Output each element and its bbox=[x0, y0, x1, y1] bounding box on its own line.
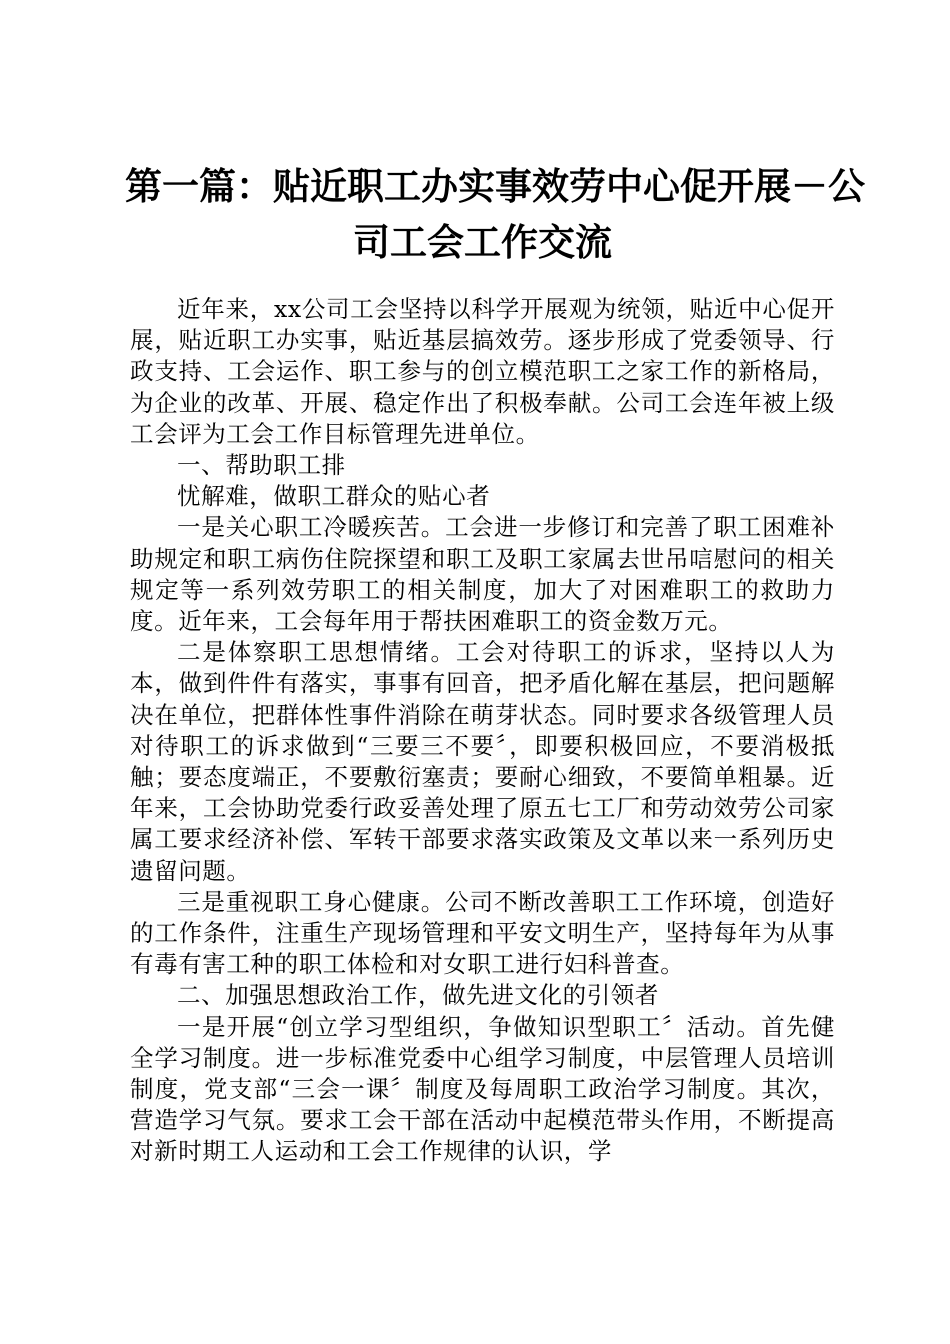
section-heading-1-part-1: 一、帮助职工排 bbox=[177, 451, 346, 480]
paragraph-worker-sentiment: 二是体察职工思想情绪。工会对待职工的诉求，坚持以人为本，做到件件有落实，事事有回音，把矛盾化解在基层，把问题解决在单位，把群体性事件消除在萌芽状态。同时要求各级管理人员对待职工的诉求做到“三要三不要〞，即要积极回应，不要消极抵触；要态度端正，不要敷衍塞责；要耐心细致，不要简单粗暴。近年来，工会协助党委行政妥善处理了原五七工厂和劳动效劳公司家属工要求经济补偿、军转干部要求落实政策及文革以来一系列历史遗留问题。 bbox=[130, 638, 835, 885]
intro-paragraph: 近年来，xx公司工会坚持以科学开展观为统领，贴近中心促开展，贴近职工办实事，贴近基层搞效劳。逐步形成了党委领导、行政支持、工会运作、职工参与的创立模范职工之家工作的新格局，为企业的改革、开展、稳定作出了积极奉献。公司工会连年被上级工会评为工会工作目标管理先进单位。 bbox=[130, 295, 835, 448]
section-heading-1-part-2: 忧解难，做职工群众的贴心者 bbox=[177, 482, 491, 511]
paragraph-care-for-workers: 一是关心职工冷暖疾苦。工会进一步修订和完善了职工困难补助规定和职工病伤住院探望和职工及职工家属去世吊唁慰问的相关规定等一系列效劳职工的相关制度，加大了对困难职工的救助力度。近年来，工会每年用于帮扶困难职工的资金数万元。 bbox=[130, 513, 835, 636]
paragraph-worker-health: 三是重视职工身心健康。公司不断改善职工工作环境，创造好的工作条件，注重生产现场管理和平安文明生产，坚持每年为从事有毒有害工种的职工体检和对女职工进行妇科普查。 bbox=[130, 887, 835, 979]
document-body bbox=[130, 294, 835, 1168]
paragraph-learning-organization: 一是开展“创立学习型组织，争做知识型职工〞活动。首先健全学习制度。进一步标准党委中心组学习制度，中层管理人员培训制度，党支部“三会一课〞制度及每周职工政治学习制度。其次，营造学习气氛。要求工会干部在活动中起模范带头作用，不断提高对新时期工人运动和工会工作规律的认识，学 bbox=[130, 1012, 835, 1166]
section-heading-2: 二、加强思想政治工作，做先进文化的引领者 bbox=[177, 981, 659, 1010]
document-title-line-1: 第一篇：贴近职工办实事效劳中心促开展－公 bbox=[125, 164, 865, 208]
document-title-line-2: 司工会工作交流 bbox=[353, 220, 612, 264]
